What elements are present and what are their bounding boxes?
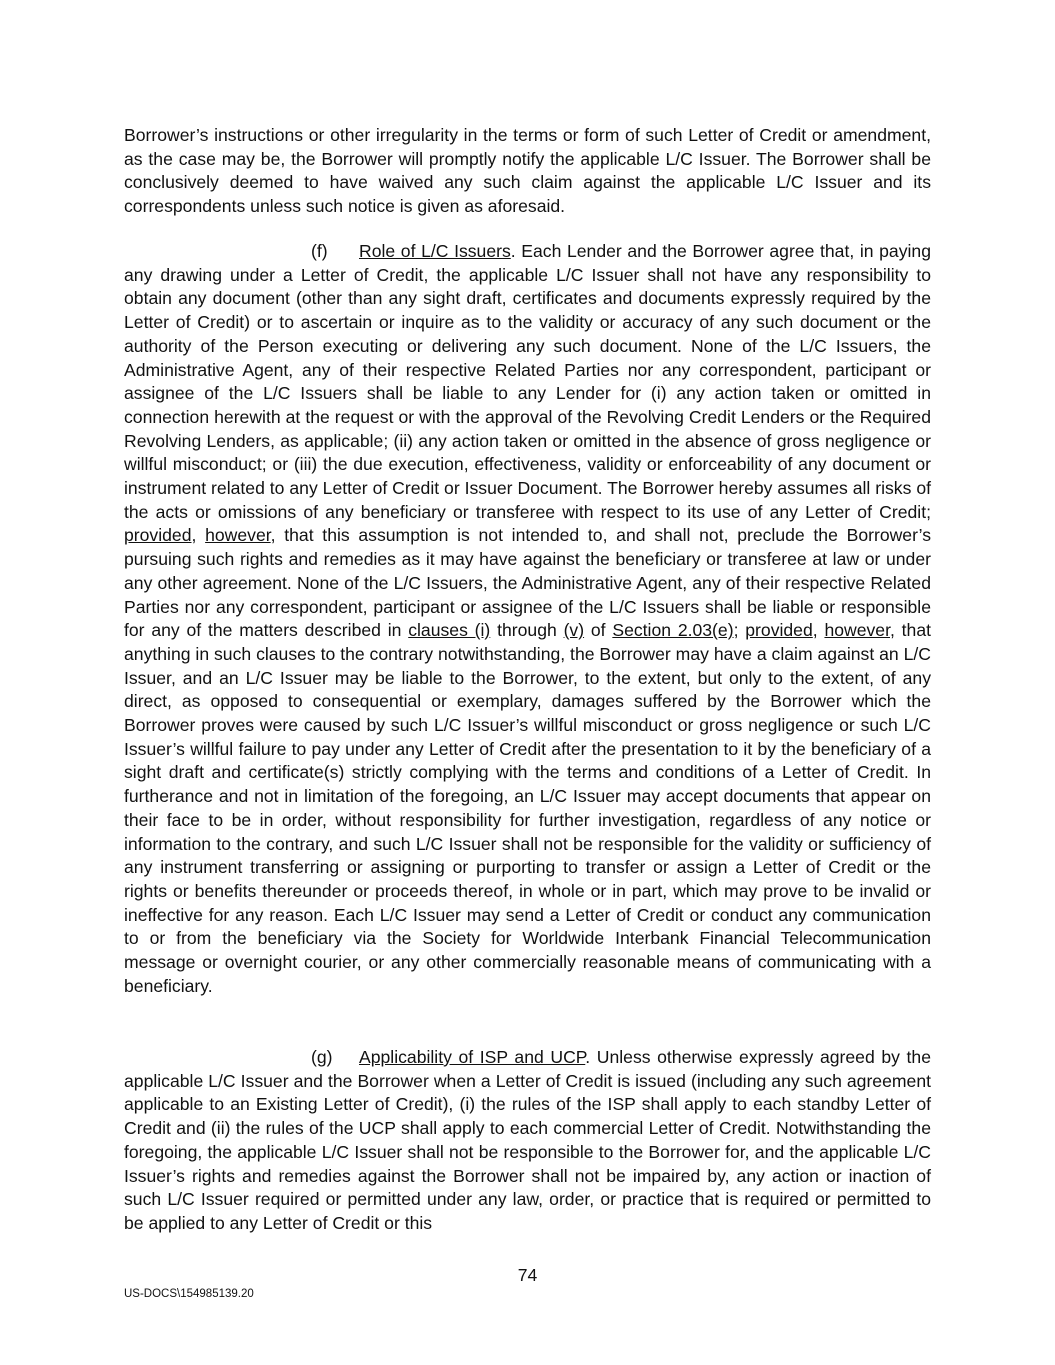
clauses-reference: clauses (i) <box>408 620 491 641</box>
section-g-heading: Applicability of ISP and UCP <box>359 1047 586 1067</box>
however-term: however <box>824 620 890 641</box>
page-number: 74 <box>517 1265 538 1285</box>
section-f-text-3: , that anything in such clauses to the contrary notwithstanding, the Borrower may have a claim against an L/C Issuer, and an L/C Issuer may be liable to the Borrower, to the extent, but only to the extent, of any direct, as opposed to consequential or exemplary, damages suffered by the Borrower which the Borrower proves were caused by such L/C Issuer’s willful misconduct or gross negligence or such L/C Issuer’s willful failure to pay under any Letter of Credit after the presentation to it by the beneficiary of a sight draft and certificate(s) strictly complying with the terms and conditions of a Letter of Credit. In furtherance and not in limitation of the foregoing, an L/C Issuer may accept documents that appear on their face to be in order, without responsibility for further investigation, regardless of any notice or information to the contrary, and such L/C Issuer shall not be responsible for the validity or sufficiency of any instrument transferring or assigning or purporting to transfer or assign a Letter of Credit or the rights or benefits thereunder or proceeds thereof, in whole or in part, which may prove to be invalid or ineffective for any reason. Each L/C Issuer may send a Letter of Credit or conduct any communication to or from the beneficiary via the Society for Worldwide Interbank Financial Telecommunication message or overnight courier, or any other commercially reasonable means of communicating with a beneficiary. <box>124 620 932 996</box>
however-term: however <box>205 525 271 546</box>
separator: , <box>191 525 206 546</box>
section-g-text: . Unless otherwise expressly agreed by the applicable L/C Issuer and the Borrower when a Letter of Credit is issued (including any such agreement applicable to an Existing Letter of Credit), (i) the rules of the ISP shall apply to each standby Letter of Credit and (ii) the rules of the UCP shall apply to each commercial Letter of Credit. Notwithstanding the foregoing, the applicable L/C Issuer shall not be responsible to the Borrower for, and the applicable L/C Issuer’s rights and remedies against the Borrower shall not be impaired by, any action or inaction of such L/C Issuer required or permitted under any law, order, or practice that is required or permitted to be applied to any Letter of Credit or this <box>124 1047 931 1233</box>
section-g-paragraph <box>124 1046 931 1236</box>
connector-text: of <box>584 620 613 641</box>
provided-term: provided <box>124 525 192 546</box>
section-reference: Section 2.03(e) <box>612 620 734 641</box>
separator: ; <box>733 620 746 641</box>
connector-text: through <box>490 620 564 641</box>
paragraph-continuation <box>124 124 931 219</box>
provided-term: provided <box>745 620 813 641</box>
section-f-text-2: , that this assumption is not intended to, and shall not, preclude the Borrower’s pursuing such rights and remedies as it may have against the beneficiary or transferee at law or under any other agreement. None of the L/C Issuers, the Administrative Agent, any of their respective Related Parties nor any correspondent, participant or assignee of the L/C Issuers shall be liable or responsible for any of the matters described in <box>124 525 931 641</box>
section-f-label: (f) <box>311 241 328 261</box>
section-f-text-1: . Each Lender and the Borrower agree that, in paying any drawing under a Letter of Credit, the applicable L/C Issuer shall not have any responsibility to obtain any document (other than any sight draft, certificates and documents expressly required by the Letter of Credit) or to ascertain or inquire as to the validity or accuracy of any such document or the authority of the Person executing or delivering any such document. None of the L/C Issuers, the Administrative Agent, any of their respective Related Parties nor any correspondent, participant or assignee of the L/C Issuers shall be liable to any Lender for (i) any action taken or omitted in connection herewith at the request or with the approval of the Revolving Credit Lenders or the Required Revolving Lenders, as applicable; (ii) any action taken or omitted in the absence of gross negligence or willful misconduct; or (iii) the due execution, effectiveness, validity or enforceability of any document or instrument related to any Letter of Credit or Issuer Document. The Borrower hereby assumes all risks of the acts or omissions of any beneficiary or transferee with respect to its use of any Letter of Credit; <box>124 241 931 522</box>
clause-v-reference: (v) <box>563 620 585 641</box>
document-id: US-DOCS\154985139.20 <box>124 1288 254 1300</box>
section-f-paragraph <box>124 240 931 999</box>
section-f-heading: Role of L/C Issuers <box>359 241 511 261</box>
section-g-label: (g) <box>311 1047 333 1067</box>
separator: , <box>812 620 825 641</box>
paragraph-text: Borrower’s instructions or other irregularity in the terms or form of such Letter of Credit or amendment, as the case may be, the Borrower will promptly notify the applicable L/C Issuer. The Borrower shall be conclusively deemed to have waived any such claim against the applicable L/C Issuer and its correspondents unless such notice is given as aforesaid. <box>124 125 931 217</box>
